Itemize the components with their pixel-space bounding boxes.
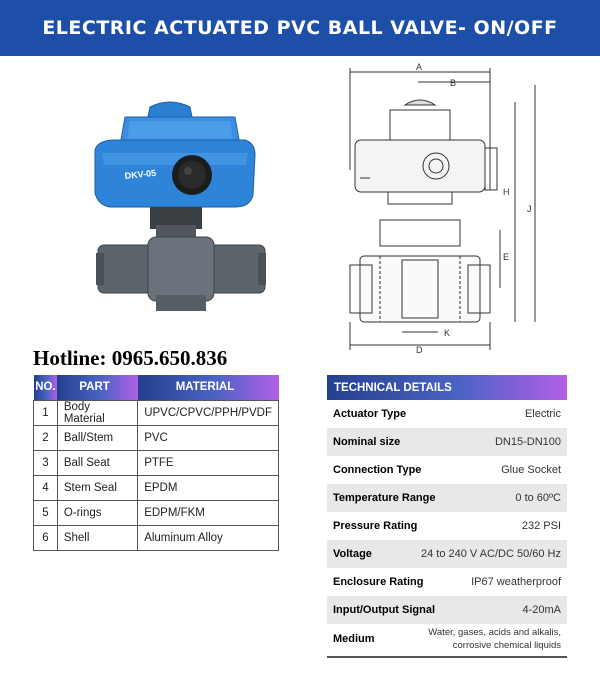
row-material: PVC xyxy=(138,425,279,450)
parts-table xyxy=(33,375,279,551)
spec-row xyxy=(327,512,567,540)
spec-label: Actuator Type xyxy=(333,408,407,420)
row-part: Body Material xyxy=(57,400,137,425)
row-material: Aluminum Alloy xyxy=(138,525,279,550)
row-part: Ball Seat xyxy=(57,450,137,475)
spec-value: 0 to 60ºC xyxy=(515,492,561,504)
row-no: 1 xyxy=(34,400,58,425)
divider xyxy=(327,656,567,658)
dim-label-a: A xyxy=(416,62,423,72)
spec-value: Electric xyxy=(524,408,561,420)
spec-row xyxy=(327,540,567,568)
row-material: EDPM/FKM xyxy=(138,500,279,525)
spec-value: Water, gases, acids and alkalis, corrosive chemical liquids xyxy=(428,627,561,651)
row-part: Stem Seal xyxy=(57,475,137,500)
spec-value: 232 PSI xyxy=(521,520,561,532)
spec-value: 24 to 240 V AC/DC 50/60 Hz xyxy=(420,548,561,560)
header-part: PART xyxy=(57,375,137,400)
page-title: ELECTRIC ACTUATED PVC BALL VALVE- ON/OFF xyxy=(42,17,558,39)
spec-value: Glue Socket xyxy=(501,464,561,476)
row-no: 2 xyxy=(34,425,58,450)
spec-row xyxy=(327,484,567,512)
spec-row xyxy=(327,428,567,456)
valve-product-photo xyxy=(70,95,270,335)
spec-label: Nominal size xyxy=(333,436,401,448)
row-no: 6 xyxy=(34,525,58,550)
row-no: 5 xyxy=(34,500,58,525)
row-material: PTFE xyxy=(138,450,279,475)
dim-label-b: B xyxy=(450,78,457,88)
table-row xyxy=(34,500,279,525)
spec-row xyxy=(327,624,567,654)
actuator-label: DKV-05 xyxy=(124,167,157,181)
header-no: NO. xyxy=(34,375,58,400)
row-no: 4 xyxy=(34,475,58,500)
row-no: 3 xyxy=(34,450,58,475)
spec-row xyxy=(327,596,567,624)
spec-row xyxy=(327,568,567,596)
row-material: EPDM xyxy=(138,475,279,500)
dim-label-h: H xyxy=(503,187,510,197)
spec-label: Voltage xyxy=(333,548,372,560)
spec-label: Medium xyxy=(333,633,375,645)
parts-table-header xyxy=(34,375,279,400)
spec-row xyxy=(327,400,567,428)
spec-value: IP67 weatherproof xyxy=(471,576,561,588)
technical-details-title: TECHNICAL DETAILS xyxy=(327,375,567,400)
table-row xyxy=(34,475,279,500)
valve-dimension-drawing xyxy=(340,60,550,355)
table-row xyxy=(34,525,279,550)
spec-label: Enclosure Rating xyxy=(333,576,424,588)
dim-label-e: E xyxy=(503,252,510,262)
table-row xyxy=(34,400,279,425)
row-part: O-rings xyxy=(57,500,137,525)
row-part: Ball/Stem xyxy=(57,425,137,450)
header-material: MATERIAL xyxy=(138,375,279,400)
page-title-banner xyxy=(0,0,600,56)
technical-details xyxy=(327,375,567,658)
dim-label-j: J xyxy=(527,204,532,214)
spec-value: DN15-DN100 xyxy=(494,436,561,448)
dim-label-d: D xyxy=(416,345,423,355)
spec-label: Connection Type xyxy=(333,464,422,476)
hotline: Hotline: 0965.650.836 xyxy=(33,346,228,370)
dim-label-k: K xyxy=(444,328,451,338)
spec-label: Input/Output Signal xyxy=(333,604,436,616)
spec-value: 4-20mA xyxy=(522,604,561,616)
table-row xyxy=(34,425,279,450)
spec-label: Temperature Range xyxy=(333,492,436,504)
spec-row xyxy=(327,456,567,484)
row-part: Shell xyxy=(57,525,137,550)
table-row xyxy=(34,450,279,475)
row-material: UPVC/CPVC/PPH/PVDF xyxy=(138,400,279,425)
spec-label: Pressure Rating xyxy=(333,520,418,532)
